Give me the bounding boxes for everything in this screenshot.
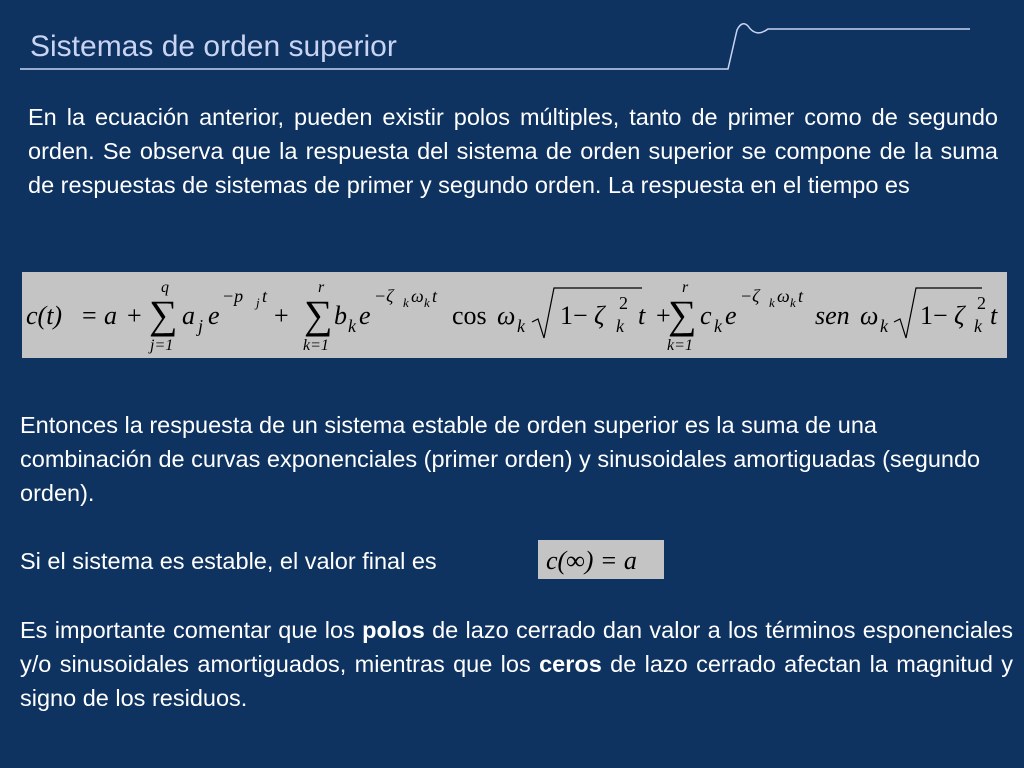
exp3-omega: ω: [777, 286, 790, 306]
time-response-equation: [22, 272, 1007, 358]
final-value-equation: [538, 540, 664, 579]
bk-sub: k: [348, 316, 356, 336]
sum1-lower: j=1: [150, 337, 174, 354]
eq-plus-2: +: [274, 301, 289, 330]
exp2-k2: k: [424, 295, 430, 310]
exp2: −ζ: [374, 286, 394, 306]
stable-response-paragraph: Entonces la respuesta de un sistema estable de orden superior es la suma de una combinación de curvas exponenciales (primer orden) y sinusoidales amortiguadas (segundo orden).: [20, 412, 981, 506]
sum3-upper: r: [682, 279, 689, 296]
eq-a: a: [104, 301, 117, 330]
exp2-k1: k: [403, 295, 409, 310]
p4-bold-polos: polos: [362, 617, 425, 643]
aj-base: a: [182, 301, 195, 330]
eq-plus-3: +: [656, 301, 671, 330]
sqrt1-sq: 2: [619, 293, 628, 313]
title-underline: [0, 0, 1024, 80]
exp2-t: t: [432, 286, 438, 306]
sen-label: sen: [815, 301, 850, 330]
sum1-upper: q: [161, 279, 169, 296]
exp3-k2: k: [790, 295, 796, 310]
sum1-sigma: ∑: [149, 292, 178, 337]
final-value-paragraph: Si el sistema es estable, el valor final es: [20, 548, 437, 574]
poles-zeros-paragraph: [20, 613, 1013, 715]
sum3-sigma: ∑: [668, 292, 697, 337]
sum3-lower: k=1: [667, 337, 693, 354]
sqrt1-k: k: [616, 316, 624, 336]
exp2-omega: ω: [411, 286, 424, 306]
exp1-t: t: [262, 286, 268, 306]
p4-part1: Es importante comentar que los: [20, 617, 363, 643]
sqrt2-one-minus: 1−: [920, 301, 948, 330]
sum2-sigma: ∑: [304, 292, 333, 337]
eq-plus-1: +: [127, 301, 142, 330]
p4-part3: de lazo cerrado afectan la magnitud y signo de los residuos.: [20, 651, 1013, 711]
cos-omega: ω: [497, 301, 516, 330]
t-2: t: [990, 301, 998, 330]
sqrt2-sq: 2: [977, 293, 986, 313]
exp1-sub: j: [256, 295, 260, 310]
cos-label: cos: [452, 301, 487, 330]
sqrt2-k: k: [974, 316, 982, 336]
exp3: −ζ: [740, 286, 760, 306]
equation-graphic: [22, 272, 1007, 358]
aj-sub: j: [198, 316, 204, 336]
sqrt2-zeta: ζ: [954, 301, 965, 330]
exp3-t: t: [798, 286, 804, 306]
p4-bold-ceros: ceros: [539, 651, 602, 677]
ck-base: c: [700, 301, 712, 330]
e3: e: [725, 301, 737, 330]
sum2-upper: r: [318, 279, 325, 296]
sqrt1-zeta: ζ: [594, 301, 605, 330]
e2: e: [359, 301, 371, 330]
exp3-k1: k: [769, 295, 775, 310]
p4-part2: de lazo cerrado dan valor a los términos esponenciales y/o sinusoidales amortiguados, mientras que los: [20, 617, 1013, 677]
sqrt1-one-minus: 1−: [560, 301, 588, 330]
t-1: t: [638, 301, 646, 330]
eq-equals: =: [82, 301, 97, 330]
exp1: −p: [222, 286, 244, 306]
bk-base: b: [334, 301, 347, 330]
intro-paragraph: En la ecuación anterior, pueden existir polos múltiples, tanto de primer como de segundo orden. Se observa que la respuesta del sistema de orden superior se compone de la suma de respuestas de sistemas de primer y segundo orden. La respuesta en el tiempo es: [28, 104, 998, 198]
ck-sub: k: [714, 316, 722, 336]
eq-lhs: c(t): [26, 301, 63, 330]
e1: e: [208, 301, 220, 330]
final-value-text: c(∞) = a: [546, 546, 637, 575]
sen-omega-sub: k: [880, 316, 888, 336]
sum2-lower: k=1: [303, 337, 329, 354]
sen-omega: ω: [860, 301, 879, 330]
cos-omega-sub: k: [517, 316, 525, 336]
slide-title: Sistemas de orden superior: [30, 30, 397, 63]
